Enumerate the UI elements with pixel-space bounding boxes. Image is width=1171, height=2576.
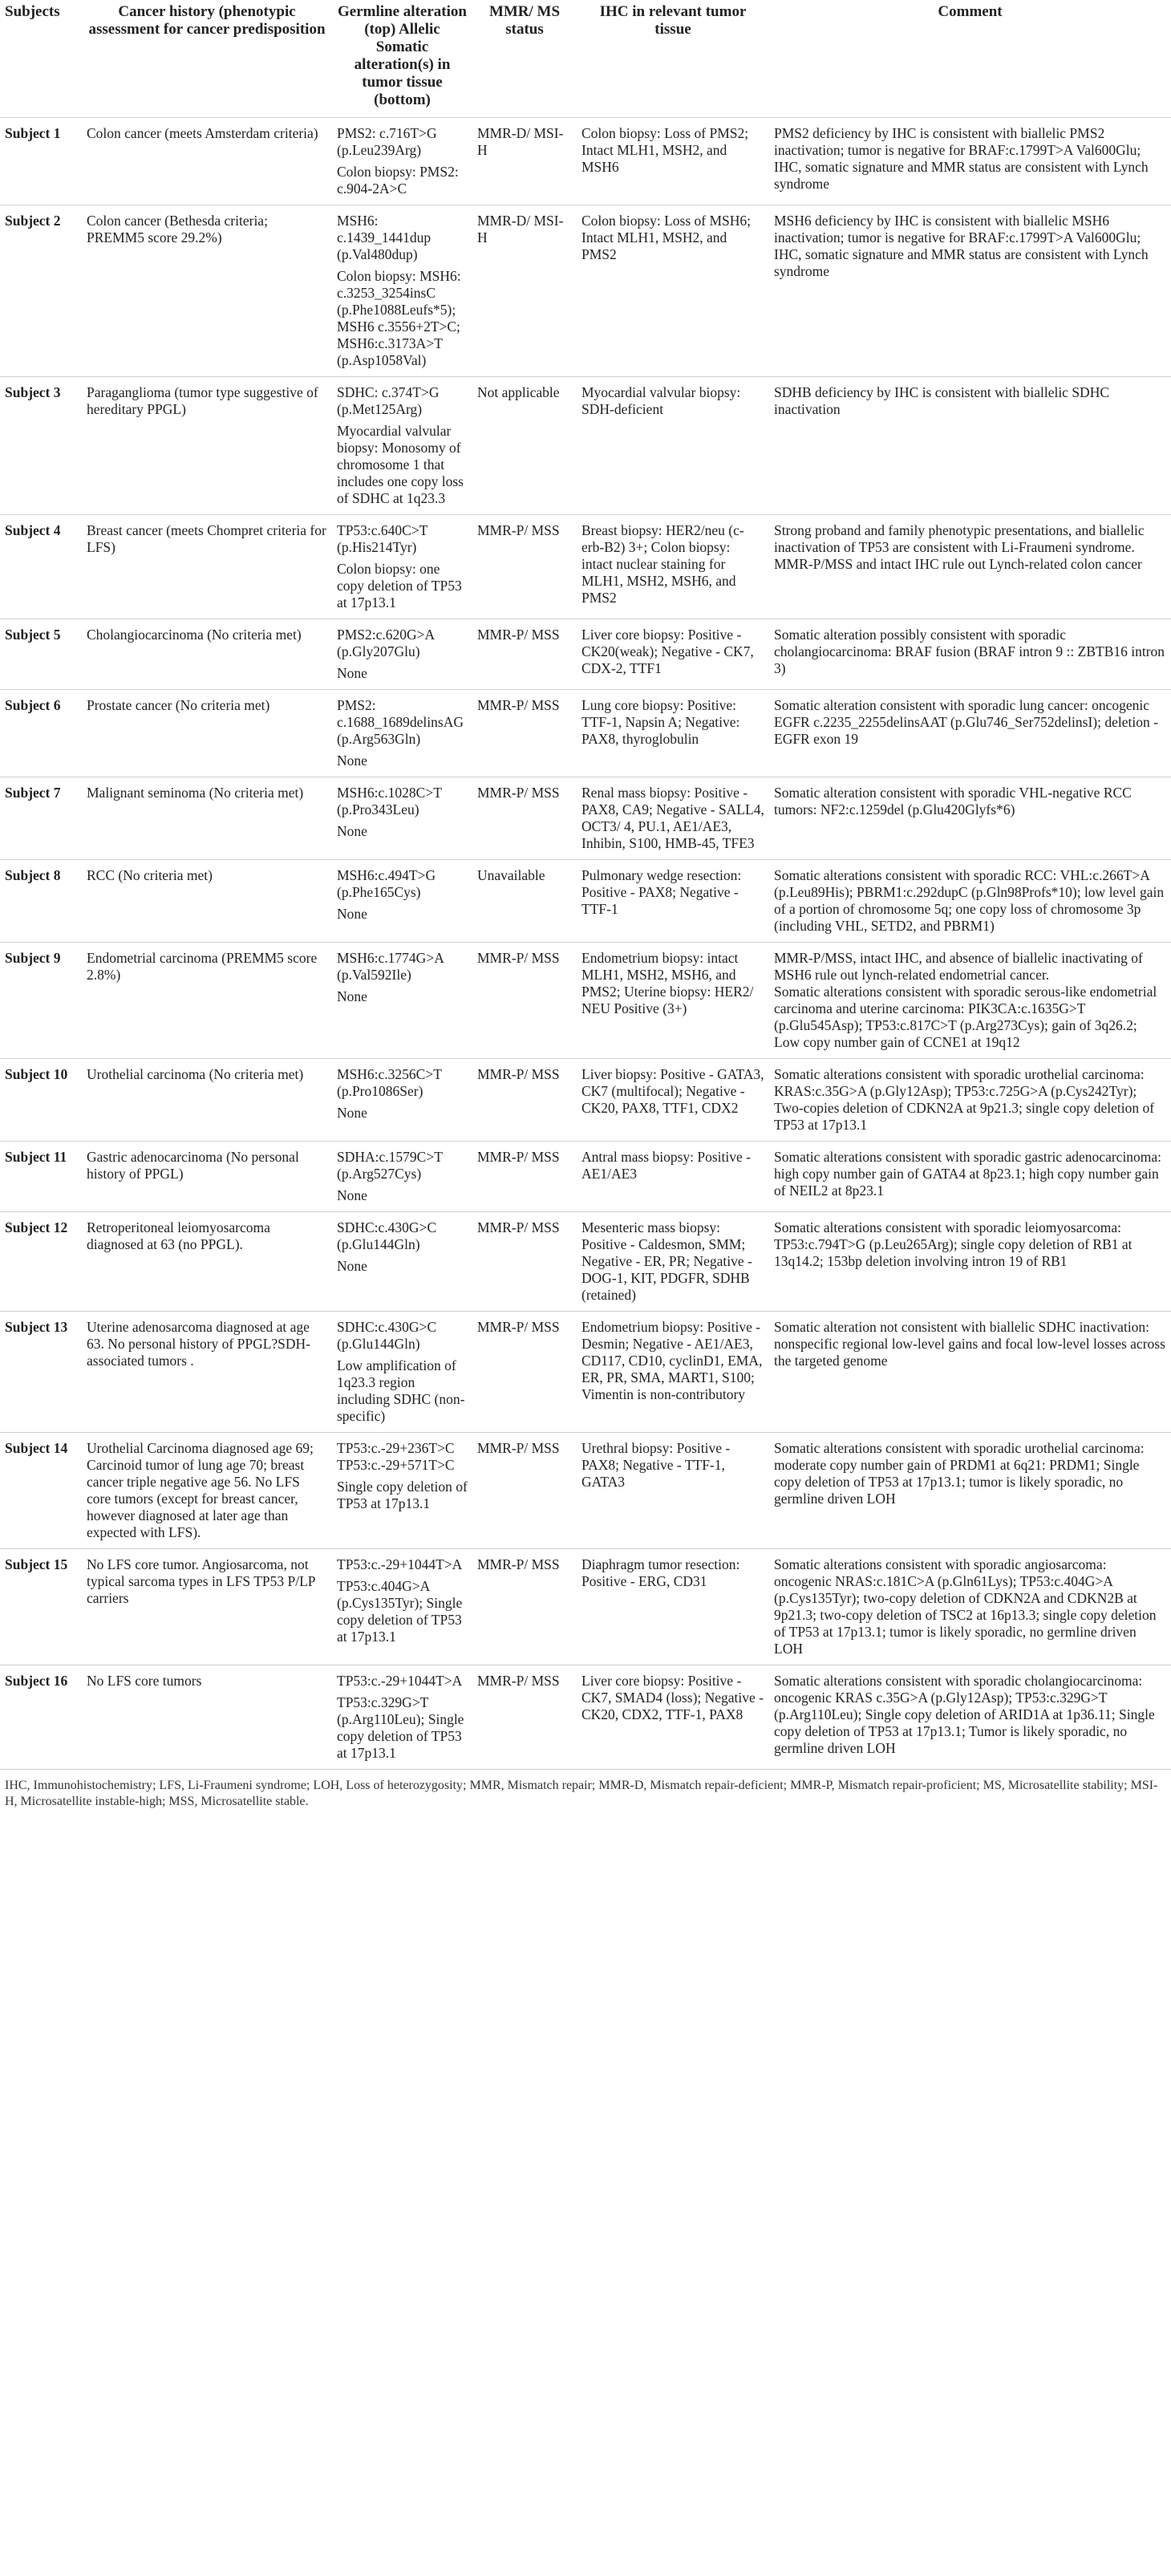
comment-text: Somatic alterations consistent with sporadic RCC: VHL:c.266T>A (p.Leu89His); PBRM1:c.292dupC (p.Gln98Profs*10); low level gain of a portion of chromosome 5q; one copy loss of chromosome 3p (including VHL, SETD2, and PBRM1) xyxy=(774,867,1165,934)
alteration-cell xyxy=(332,205,472,377)
mmr-status-cell: MMR-D/ MSI-H xyxy=(477,125,564,158)
table-row xyxy=(0,1142,1171,1212)
cancer-history-cell: Cholangiocarcinoma (No criteria met) xyxy=(87,627,302,643)
alteration-cell xyxy=(332,377,472,515)
germline-alteration: TP53:c.-29+236T>C TP53:c.-29+571T>C xyxy=(337,1440,455,1473)
mmr-status-cell: Not applicable xyxy=(477,384,560,400)
cancer-history-cell: Retroperitoneal leiomyosarcoma diagnosed at 63 (no PPGL). xyxy=(87,1219,270,1252)
ihc-cell: Endometrium biopsy: intact MLH1, MSH2, MSH6, and PMS2; Uterine biopsy: HER2/ NEU Positive (3+) xyxy=(581,950,754,1016)
alteration-cell xyxy=(332,777,472,860)
germline-alteration: SDHC:c.430G>C (p.Glu144Gln) xyxy=(337,1319,437,1352)
mmr-status-cell: MMR-P/ MSS xyxy=(477,697,560,713)
germline-alteration: TP53:c.-29+1044T>A xyxy=(337,1673,463,1689)
mmr-status-cell: MMR-P/ MSS xyxy=(477,1440,560,1456)
subject-cell: Subject 14 xyxy=(5,1440,68,1456)
alteration-cell xyxy=(332,1665,472,1770)
table-row xyxy=(0,1312,1171,1433)
comment-cell xyxy=(769,1433,1171,1549)
subject-cell: Subject 1 xyxy=(5,125,61,141)
ihc-cell: Myocardial valvular biopsy: SDH-deficient xyxy=(581,384,741,417)
comment-text: Somatic alteration not consistent with biallelic SDHC inactivation: nonspecific regional low-level gains and focal low-level losses across the targeted genome xyxy=(774,1319,1165,1369)
header-ihc: IHC in relevant tumor tissue xyxy=(577,0,769,118)
comment-text: Somatic alterations consistent with sporadic cholangiocarcinoma: oncogenic KRAS c.35G>A (p.Gly12Asp); TP53:c.329G>T (p.Arg110Leu); Single copy deletion of ARID1A at 1p36.11; Single copy deletion of TP53 at 17p13.1; Tumor is likely sporadic, no germline driven LOH xyxy=(774,1673,1155,1756)
ihc-cell: Liver core biopsy: Positive - CK7, SMAD4 (loss); Negative - CK20, CDX2, TTF-1, PAX8 xyxy=(581,1673,764,1722)
table-row xyxy=(0,943,1171,1059)
somatic-alteration: Colon biopsy: MSH6: c.3253_3254insC (p.Phe1088Leufs*5); MSH6 c.3556+2T>C; MSH6:c.3173A>T (p.Asp1058Val) xyxy=(337,268,461,368)
table-row xyxy=(0,377,1171,515)
cancer-history-cell: Gastric adenocarcinoma (No personal history of PPGL) xyxy=(87,1149,299,1182)
ihc-cell: Mesenteric mass biopsy: Positive - Caldesmon, SMM; Negative - ER, PR; Negative - DOG-1, KIT, PDGFR, SDHB (retained) xyxy=(581,1219,752,1303)
mmr-status-cell: MMR-P/ MSS xyxy=(477,1319,560,1335)
germline-alteration: PMS2: c.1688_1689delinsAG (p.Arg563Gln) xyxy=(337,697,464,747)
cancer-history-cell: Colon cancer (Bethesda criteria; PREMM5 score 29.2%) xyxy=(87,213,268,245)
alteration-cell xyxy=(332,1433,472,1549)
cancer-history-cell: Uterine adenosarcoma diagnosed at age 63. No personal history of PPGL?SDH-associated tumors . xyxy=(87,1319,311,1369)
germline-alteration: SDHC:c.430G>C (p.Glu144Gln) xyxy=(337,1219,437,1252)
comment-cell xyxy=(769,1549,1171,1665)
subject-cell: Subject 12 xyxy=(5,1219,68,1235)
comment-text: PMS2 deficiency by IHC is consistent with biallelic PMS2 inactivation; tumor is negative for BRAF:c.1799T>A Val600Glu; IHC, somatic signature and MMR status are consistent with Lynch syndrome xyxy=(774,125,1149,192)
cancer-history-cell: RCC (No criteria met) xyxy=(87,867,213,883)
somatic-alteration: TP53:c.404G>A (p.Cys135Tyr); Single copy deletion of TP53 at 17p13.1 xyxy=(337,1578,463,1645)
cancer-history-cell: No LFS core tumor. Angiosarcoma, not typical sarcoma types in LFS TP53 P/LP carriers xyxy=(87,1556,315,1606)
comment-cell xyxy=(769,777,1171,860)
comment-cell xyxy=(769,860,1171,943)
table-row xyxy=(0,1433,1171,1549)
comment-text: Somatic alteration possibly consistent with sporadic cholangiocarcinoma: BRAF fusion (BRAF intron 9 :: ZBTB16 intron 3) xyxy=(774,627,1165,676)
mmr-status-cell: MMR-P/ MSS xyxy=(477,785,560,801)
cancer-history-cell: Breast cancer (meets Chompret criteria for LFS) xyxy=(87,522,326,555)
ihc-cell: Endometrium biopsy: Positive - Desmin; Negative - AE1/AE3, CD117, CD10, cyclinD1, EMA, ER, PR, SMA, MART1, S100; Vimentin is non-contributory xyxy=(581,1319,763,1402)
footnote: IHC, Immunohistochemistry; LFS, Li-Fraumeni syndrome; LOH, Loss of heterozygosity; MMR, Mismatch repair; MMR-D, Mismatch repair-deficient; MMR-P, Mismatch repair-proficient; MS, Microsatellite stability; MSI-H, Microsatellite instable-high; MSS, Microsatellite stable. xyxy=(5,1779,1158,1808)
cancer-history-cell: Paraganglioma (tumor type suggestive of hereditary PPGL) xyxy=(87,384,318,417)
germline-alteration: SDHC: c.374T>G (p.Met125Arg) xyxy=(337,384,440,417)
subject-cell: Subject 15 xyxy=(5,1556,68,1572)
subject-cell: Subject 9 xyxy=(5,950,61,966)
alteration-cell xyxy=(332,515,472,619)
germline-alteration: MSH6:c.494T>G (p.Phe165Cys) xyxy=(337,867,436,900)
table-header xyxy=(0,0,1171,118)
comment-text: MMR-P/MSS, intact IHC, and absence of biallelic inactivating of MSH6 rule out lynch-related endometrial cancer. xyxy=(774,950,1143,983)
mmr-status-cell: MMR-P/ MSS xyxy=(477,522,560,538)
alteration-cell xyxy=(332,1212,472,1312)
comment-cell xyxy=(769,377,1171,515)
ihc-cell: Antral mass biopsy: Positive - AE1/AE3 xyxy=(581,1149,751,1182)
comment-cell xyxy=(769,515,1171,619)
alteration-cell xyxy=(332,619,472,690)
germline-alteration: MSH6:c.3256C>T (p.Pro1086Ser) xyxy=(337,1066,442,1099)
alteration-cell xyxy=(332,1549,472,1665)
comment-cell xyxy=(769,1665,1171,1770)
alteration-cell xyxy=(332,1142,472,1212)
mmr-status-cell: MMR-P/ MSS xyxy=(477,627,560,643)
subject-cell: Subject 7 xyxy=(5,785,61,801)
subject-cell: Subject 13 xyxy=(5,1319,68,1335)
comment-cell xyxy=(769,1212,1171,1312)
header-subjects: Subjects xyxy=(0,0,82,118)
mmr-status-cell: Unavailable xyxy=(477,867,545,883)
table-row xyxy=(0,1059,1171,1142)
germline-alteration: PMS2: c.716T>G (p.Leu239Arg) xyxy=(337,125,437,158)
cancer-history-cell: Endometrial carcinoma (PREMM5 score 2.8%) xyxy=(87,950,318,983)
table-row xyxy=(0,1212,1171,1312)
germline-alteration: TP53:c.-29+1044T>A xyxy=(337,1556,463,1572)
somatic-alteration: Myocardial valvular biopsy: Monosomy of chromosome 1 that includes one copy loss of SDHC at 1q23.3 xyxy=(337,423,464,506)
table-row xyxy=(0,1549,1171,1665)
comment-text: Somatic alterations consistent with sporadic angiosarcoma: oncogenic NRAS:c.181C>A (p.Gln61Lys); TP53:c.404G>A (p.Cys135Tyr); two-copy deletion of CDKN2A and CDKN2B at 9p21.3; two-copy deletion of TSC2 at 16p13.3; single copy deletion of TP53 at 17p13.1; tumor is likely sporadic, no germline driven LOH xyxy=(774,1556,1157,1657)
comment-text: SDHB deficiency by IHC is consistent with biallelic SDHC inactivation xyxy=(774,384,1110,417)
ihc-cell: Diaphragm tumor resection: Positive - ERG, CD31 xyxy=(581,1556,740,1589)
somatic-alteration: TP53:c.329G>T (p.Arg110Leu); Single copy deletion of TP53 at 17p13.1 xyxy=(337,1694,464,1761)
somatic-alteration: None xyxy=(337,665,367,681)
cancer-history-cell: Colon cancer (meets Amsterdam criteria) xyxy=(87,125,318,141)
comment-text: Somatic alterations consistent with sporadic urothelial carcinoma: KRAS:c.35G>A (p.Gly12Asp); TP53:c.725G>A (p.Cys242Tyr); Two-copies deletion of CDKN2A at 9p21.3; single copy deletion of TP53 at 17p13.1 xyxy=(774,1066,1155,1133)
ihc-cell: Colon biopsy: Loss of MSH6; Intact MLH1, MSH2, and PMS2 xyxy=(581,213,751,262)
somatic-alteration: None xyxy=(337,753,367,769)
comment-cell xyxy=(769,1059,1171,1142)
alteration-cell xyxy=(332,943,472,1059)
comment-cell xyxy=(769,619,1171,690)
table-row xyxy=(0,205,1171,377)
ihc-cell: Lung core biopsy: Positive: TTF-1, Napsin A; Negative: PAX8, thyroglobulin xyxy=(581,697,740,747)
comment-text: Somatic alterations consistent with sporadic leiomyosarcoma: TP53:c.794T>G (p.Leu265Arg); single copy deletion of RB1 at 13q14.2; 153bp deletion involving intron 19 of RB1 xyxy=(774,1219,1133,1269)
mmr-status-cell: MMR-P/ MSS xyxy=(477,950,560,966)
comment-text-2: Somatic alterations consistent with sporadic serous-like endometrial carcinoma and uterine carcinoma: PIK3CA:c.1635G>T (p.Glu545Asp); TP53:c.817C>T (p.Arg273Cys); gain of 3q26.2; Low copy number gain of CCNE1 at 19q12 xyxy=(774,984,1157,1050)
somatic-alteration: None xyxy=(337,1105,367,1121)
comment-cell xyxy=(769,1142,1171,1212)
subject-cell: Subject 11 xyxy=(5,1149,67,1165)
comment-cell xyxy=(769,1312,1171,1433)
cancer-history-cell: Urothelial Carcinoma diagnosed age 69; Carcinoid tumor of lung age 70; breast cancer triple negative age 56. No LFS core tumors (except for breast cancer, however diagnosed at later age than expected with LFS). xyxy=(87,1440,314,1540)
table-row xyxy=(0,1665,1171,1770)
alteration-cell xyxy=(332,1312,472,1433)
germline-alteration: SDHA:c.1579C>T (p.Arg527Cys) xyxy=(337,1149,443,1182)
table-row xyxy=(0,777,1171,860)
header-mmr: MMR/ MS status xyxy=(472,0,577,118)
comment-text: Somatic alteration consistent with sporadic lung cancer: oncogenic EGFR c.2235_2255delinsAAT (p.Glu746_Ser752delinsI); deletion - EGFR exon 19 xyxy=(774,697,1158,747)
germline-alteration: MSH6: c.1439_1441dup (p.Val480dup) xyxy=(337,213,432,262)
ihc-cell: Colon biopsy: Loss of PMS2; Intact MLH1, MSH2, and MSH6 xyxy=(581,125,749,175)
subject-cell: Subject 2 xyxy=(5,213,61,229)
somatic-alteration: None xyxy=(337,1187,367,1203)
comment-text: Strong proband and family phenotypic presentations, and biallelic inactivation of TP53 are consistent with Li-Fraumeni syndrome. MMR-P/MSS and intact IHC rule out Lynch-related colon cancer xyxy=(774,522,1145,572)
mmr-status-cell: MMR-P/ MSS xyxy=(477,1219,560,1235)
comment-cell xyxy=(769,205,1171,377)
comment-text: Somatic alterations consistent with sporadic urothelial carcinoma: moderate copy number gain of PRDM1 at 6q21: PRDM1; Single copy deletion of TP53 at 17p13.1; tumor is likely sporadic, no germline driven LOH xyxy=(774,1440,1145,1507)
germline-alteration: MSH6:c.1774G>A (p.Val592Ile) xyxy=(337,950,444,983)
alteration-cell xyxy=(332,1059,472,1142)
germline-alteration: TP53:c.640C>T (p.His214Tyr) xyxy=(337,522,428,555)
somatic-alteration: Single copy deletion of TP53 at 17p13.1 xyxy=(337,1479,468,1511)
table-row xyxy=(0,118,1171,205)
header-cancer-history: Cancer history (phenotypic assessment for cancer predisposition xyxy=(82,0,332,118)
ihc-cell: Breast biopsy: HER2/neu (c-erb-B2) 3+; Colon biopsy: intact nuclear staining for MLH1, MSH2, MSH6, and PMS2 xyxy=(581,522,744,606)
mmr-status-cell: MMR-D/ MSI-H xyxy=(477,213,564,245)
germline-alteration: PMS2:c.620G>A (p.Gly207Glu) xyxy=(337,627,435,659)
comment-cell xyxy=(769,690,1171,777)
ihc-cell: Liver core biopsy: Positive - CK20(weak); Negative - CK7, CDX-2, TTF1 xyxy=(581,627,754,676)
cancer-history-cell: Prostate cancer (No criteria met) xyxy=(87,697,270,713)
cancer-history-cell: Malignant seminoma (No criteria met) xyxy=(87,785,304,801)
subject-cell: Subject 4 xyxy=(5,522,61,538)
alteration-cell xyxy=(332,860,472,943)
comment-text: Somatic alteration consistent with sporadic VHL-negative RCC tumors: NF2:c.1259del (p.Glu420Glyfs*6) xyxy=(774,785,1132,817)
somatic-alteration: None xyxy=(337,823,367,839)
subject-cell: Subject 8 xyxy=(5,867,61,883)
alteration-cell xyxy=(332,690,472,777)
somatic-alteration: Colon biopsy: PMS2: c.904-2A>C xyxy=(337,164,459,197)
subject-cell: Subject 3 xyxy=(5,384,61,400)
subject-cell: Subject 16 xyxy=(5,1673,68,1689)
table-row xyxy=(0,860,1171,943)
header-comment: Comment xyxy=(769,0,1171,118)
ihc-cell: Renal mass biopsy: Positive - PAX8, CA9; Negative - SALL4, OCT3/ 4, PU.1, AE1/AE3, Inhibin, S100, HMB-45, TFE3 xyxy=(581,785,764,851)
ihc-cell: Liver biopsy: Positive - GATA3, CK7 (multifocal); Negative - CK20, PAX8, TTF1, CDX2 xyxy=(581,1066,764,1116)
mmr-status-cell: MMR-P/ MSS xyxy=(477,1149,560,1165)
subject-cell: Subject 5 xyxy=(5,627,61,643)
subject-cell: Subject 10 xyxy=(5,1066,68,1082)
mmr-status-cell: MMR-P/ MSS xyxy=(477,1556,560,1572)
somatic-alteration: Low amplification of 1q23.3 region including SDHC (non-specific) xyxy=(337,1357,465,1424)
ihc-cell: Pulmonary wedge resection: Positive - PAX8; Negative - TTF-1 xyxy=(581,867,742,917)
alteration-cell xyxy=(332,118,472,205)
somatic-alteration: None xyxy=(337,988,367,1004)
cancer-history-cell: No LFS core tumors xyxy=(87,1673,202,1689)
comment-cell xyxy=(769,943,1171,1059)
ihc-cell: Urethral biopsy: Positive - PAX8; Negative - TTF-1, GATA3 xyxy=(581,1440,731,1490)
somatic-alteration: Colon biopsy: one copy deletion of TP53 at 17p13.1 xyxy=(337,561,462,611)
table-row xyxy=(0,619,1171,690)
table-row xyxy=(0,515,1171,619)
somatic-alteration: None xyxy=(337,1258,367,1274)
header-germline: Germline alteration (top) Allelic Somatic alteration(s) in tumor tissue (bottom) xyxy=(332,0,472,118)
comment-text: MSH6 deficiency by IHC is consistent with biallelic MSH6 inactivation; tumor is negative for BRAF:c.1799T>A Val600Glu; IHC, somatic signature and MMR status are consistent with Lynch syndrome xyxy=(774,213,1149,279)
mmr-status-cell: MMR-P/ MSS xyxy=(477,1673,560,1689)
comment-cell xyxy=(769,118,1171,205)
table-row xyxy=(0,690,1171,777)
germline-alteration: MSH6:c.1028C>T (p.Pro343Leu) xyxy=(337,785,442,817)
cancer-history-cell: Urothelial carcinoma (No criteria met) xyxy=(87,1066,304,1082)
subject-cell: Subject 6 xyxy=(5,697,61,713)
table-body xyxy=(0,118,1171,1770)
mmr-status-cell: MMR-P/ MSS xyxy=(477,1066,560,1082)
somatic-alteration: None xyxy=(337,906,367,922)
comment-text: Somatic alterations consistent with sporadic gastric adenocarcinoma: high copy number gain of GATA4 at 8p23.1; high copy number gain of NEIL2 at 8p23.1 xyxy=(774,1149,1162,1199)
